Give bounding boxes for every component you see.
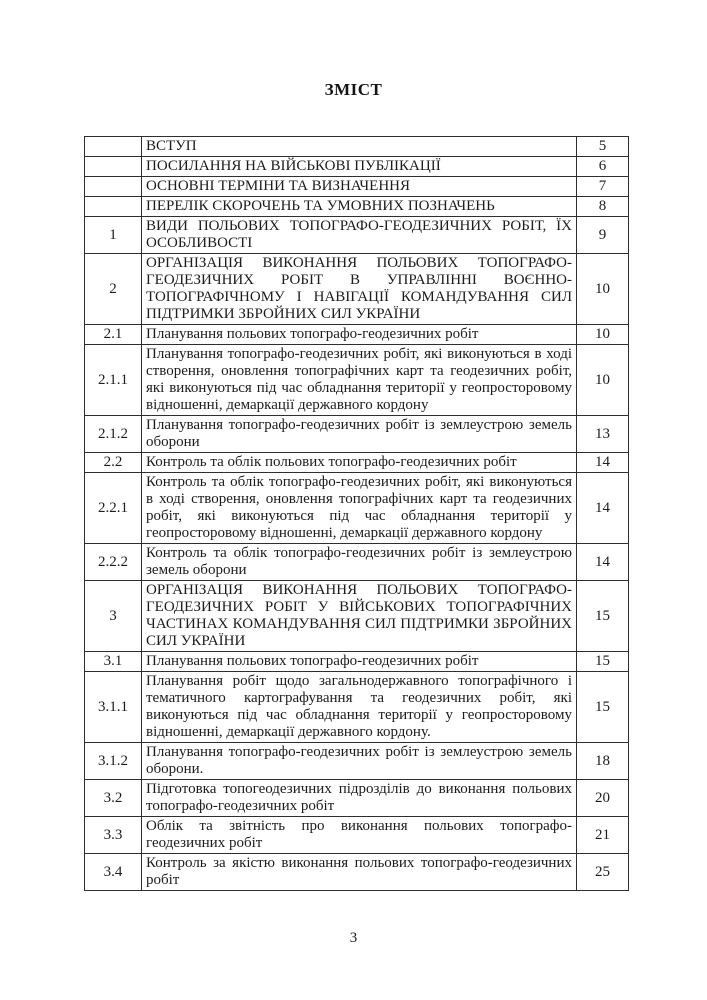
toc-row — [85, 743, 629, 780]
toc-row-number — [85, 157, 142, 177]
toc-row-number: 3.2 — [85, 780, 142, 817]
toc-row-number: 3.1.1 — [85, 672, 142, 743]
toc-row-title: ПОСИЛАННЯ НА ВІЙСЬКОВІ ПУБЛІКАЦІЇ — [142, 157, 577, 177]
toc-row-page: 14 — [577, 453, 629, 473]
toc-row-number — [85, 177, 142, 197]
toc-row-title: ВСТУП — [142, 137, 577, 157]
toc-row-title: Контроль за якістю виконання польових топографо-геодезичних робіт — [142, 854, 577, 891]
toc-row-title: ОРГАНІЗАЦІЯ ВИКОНАННЯ ПОЛЬОВИХ ТОПОГРАФО-ГЕОДЕЗИЧНИХ РОБІТ В УПРАВЛІННІ ВОЄННО-ТОПОГРАФІЧНОМУ І НАВІГАЦІЇ КОМАНДУВАННЯ СИЛ ПІДТРИМКИ ЗБРОЙНИХ СИЛ УКРАЇНИ — [142, 254, 577, 325]
toc-row-page: 7 — [577, 177, 629, 197]
toc-row-page: 20 — [577, 780, 629, 817]
toc-row-page: 10 — [577, 325, 629, 345]
toc-row — [85, 453, 629, 473]
toc-row-page: 10 — [577, 254, 629, 325]
toc-row-page: 14 — [577, 473, 629, 544]
toc-row-page: 25 — [577, 854, 629, 891]
toc-row-number: 1 — [85, 217, 142, 254]
toc-row — [85, 345, 629, 416]
toc-row — [85, 672, 629, 743]
toc-row — [85, 137, 629, 157]
toc-row-number: 3.4 — [85, 854, 142, 891]
toc-row-page: 15 — [577, 581, 629, 652]
toc-row-title: ОСНОВНІ ТЕРМІНИ ТА ВИЗНАЧЕННЯ — [142, 177, 577, 197]
toc-table — [84, 136, 629, 891]
toc-row-number: 3.3 — [85, 817, 142, 854]
toc-row — [85, 780, 629, 817]
toc-row-title: Планування польових топографо-геодезичних робіт — [142, 325, 577, 345]
toc-row-title: Планування топографо-геодезичних робіт із землеустрою земель оборони. — [142, 743, 577, 780]
toc-row-number: 2.2 — [85, 453, 142, 473]
toc-row-page: 8 — [577, 197, 629, 217]
toc-row-number: 2.1.2 — [85, 416, 142, 453]
toc-row-title: Планування польових топографо-геодезичних робіт — [142, 652, 577, 672]
toc-row — [85, 217, 629, 254]
toc-row-number: 3.1 — [85, 652, 142, 672]
toc-row-page: 18 — [577, 743, 629, 780]
toc-row — [85, 177, 629, 197]
toc-row — [85, 581, 629, 652]
toc-body — [85, 137, 629, 891]
toc-row-page: 5 — [577, 137, 629, 157]
toc-row — [85, 197, 629, 217]
toc-row-title: Планування топографо-геодезичних робіт із землеустрою земель оборони — [142, 416, 577, 453]
toc-row — [85, 652, 629, 672]
toc-row-number: 2.1.1 — [85, 345, 142, 416]
toc-row-title: Планування робіт щодо загальнодержавного топографічного і тематичного картографування та геодезичних робіт, які виконуються під час обладнання території у геопросторовому відношенні, демаркації державного кордону. — [142, 672, 577, 743]
toc-row-number — [85, 137, 142, 157]
toc-row-title: Контроль та облік польових топографо-геодезичних робіт — [142, 453, 577, 473]
toc-row-number: 2 — [85, 254, 142, 325]
toc-row — [85, 416, 629, 453]
toc-row-title: Підготовка топогеодезичних підрозділів до виконання польових топографо-геодезичних робіт — [142, 780, 577, 817]
toc-row-number: 2.1 — [85, 325, 142, 345]
toc-row-number: 3 — [85, 581, 142, 652]
page-number: 3 — [349, 930, 358, 946]
toc-row-title: ПЕРЕЛІК СКОРОЧЕНЬ ТА УМОВНИХ ПОЗНАЧЕНЬ — [142, 197, 577, 217]
toc-row-number — [85, 197, 142, 217]
toc-row-title: Контроль та облік топографо-геодезичних робіт із землеустрою земель оборони — [142, 544, 577, 581]
toc-row-number: 3.1.2 — [85, 743, 142, 780]
toc-row-title: ВИДИ ПОЛЬОВИХ ТОПОГРАФО-ГЕОДЕЗИЧНИХ РОБІТ, ЇХ ОСОБЛИВОСТІ — [142, 217, 577, 254]
toc-row — [85, 473, 629, 544]
toc-row-page: 14 — [577, 544, 629, 581]
page-title: ЗМІСТ — [324, 80, 383, 99]
toc-row-title: Облік та звітність про виконання польових топографо-геодезичних робіт — [142, 817, 577, 854]
toc-row-page: 15 — [577, 652, 629, 672]
toc-row — [85, 254, 629, 325]
toc-row-page: 9 — [577, 217, 629, 254]
toc-row-number: 2.2.2 — [85, 544, 142, 581]
toc-row — [85, 157, 629, 177]
toc-row-page: 10 — [577, 345, 629, 416]
toc-row — [85, 817, 629, 854]
toc-row-page: 13 — [577, 416, 629, 453]
toc-row-page: 6 — [577, 157, 629, 177]
toc-row-page: 15 — [577, 672, 629, 743]
toc-row — [85, 544, 629, 581]
toc-row-page: 21 — [577, 817, 629, 854]
toc-row-title: Контроль та облік топографо-геодезичних робіт, які виконуються в ході створення, оновлення топографічних карт та геодезичних робіт, які виконуються під час обладнання території у геопросторовому відношенні, демаркації державного кордону — [142, 473, 577, 544]
toc-row-number: 2.2.1 — [85, 473, 142, 544]
toc-row — [85, 325, 629, 345]
toc-row-title: ОРГАНІЗАЦІЯ ВИКОНАННЯ ПОЛЬОВИХ ТОПОГРАФО-ГЕОДЕЗИЧНИХ РОБІТ У ВІЙСЬКОВИХ ТОПОГРАФІЧНИХ ЧАСТИНАХ КОМАНДУВАННЯ СИЛ ПІДТРИМКИ ЗБРОЙНИХ СИЛ УКРАЇНИ — [142, 581, 577, 652]
toc-row — [85, 854, 629, 891]
toc-row-title: Планування топографо-геодезичних робіт, які виконуються в ході створення, оновлення топографічних карт та геодезичних робіт, які виконуються під час обладнання території у геопросторовому відношенні, демаркації державного кордону — [142, 345, 577, 416]
